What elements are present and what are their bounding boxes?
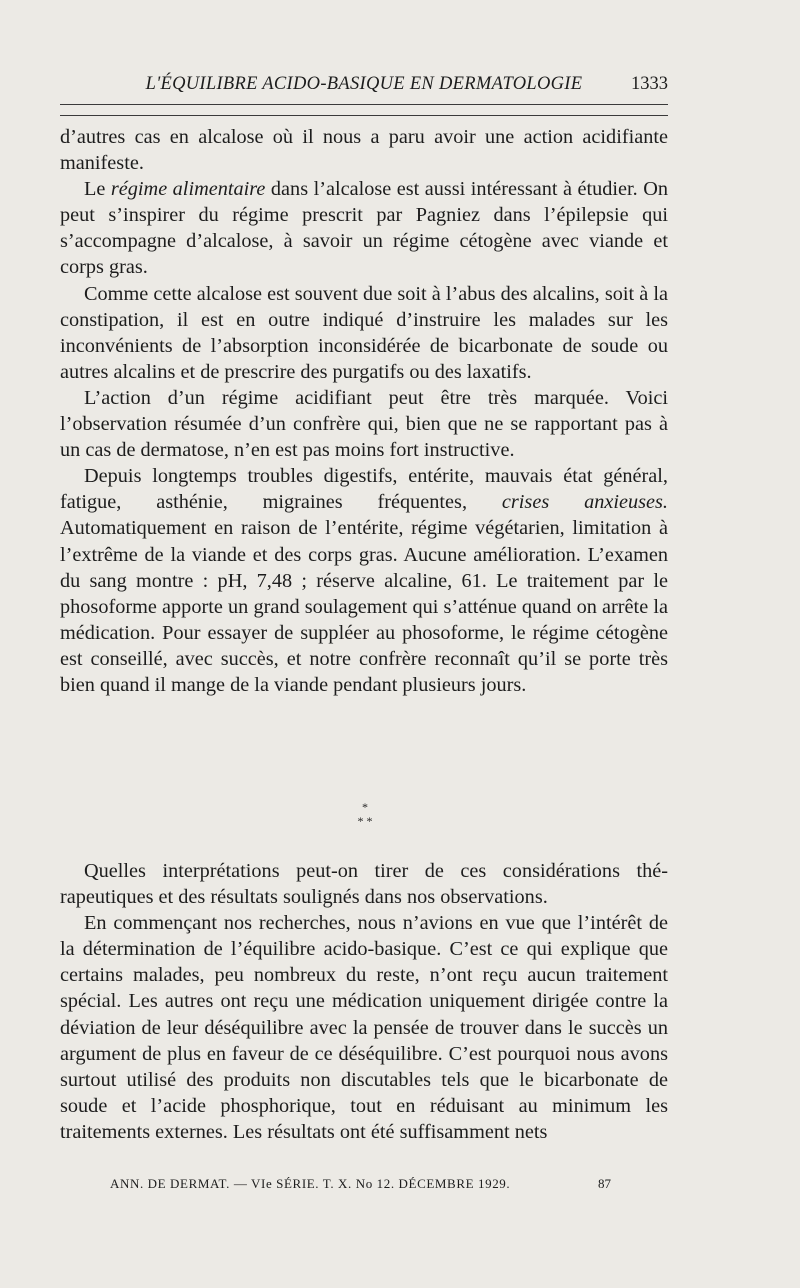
paragraph-regime xyxy=(60,176,668,280)
header-rule-bottom xyxy=(60,115,668,116)
paragraph-observation-emphasis: crises anxieuses. xyxy=(501,491,668,514)
body-text-section-1 xyxy=(60,124,668,698)
running-title: L'ÉQUILIBRE ACIDO-BASIQUE EN DERMATOLOGIE xyxy=(145,74,583,94)
separator-star-top: * xyxy=(362,800,368,814)
paragraph-regime-pre: Le xyxy=(84,178,111,201)
paragraph-interpretations: Quelles interprétations peut-on tirer de ces considérations thérapeutiques et des résultats soulignés dans nos observations. xyxy=(60,860,668,909)
paragraph-continuation: d’autres cas en alcalose où il nous a paru avoir une action acidifiante manifeste. xyxy=(60,126,668,175)
paragraph-regime-post: dans l’alcalose est aussi intéressant à étudier. On peut s’inspirer du régime prescrit par Pagniez dans l’épilepsie qui s’accompagne d’alcalose, à savoir un régime cétogène avec viande et corps gras. xyxy=(60,178,669,279)
separator-stars-bottom: * * xyxy=(357,814,373,828)
paragraph-action: L’action d’un régime acidifiant peut être très marquée. Voici l’observation résumée d’un confrère qui, bien que ne se rapportant pas à un cas de dermatose, n’en est pas moins fort instructive. xyxy=(60,386,668,462)
paragraph-regime-emphasis: régime alimentaire xyxy=(110,178,266,201)
footer-citation: ANN. DE DERMAT. — VIe SÉRIE. T. X. No 12. DÉCEMBRE 1929. xyxy=(110,1176,511,1191)
paragraph-recherches: En commençant nos recherches, nous n’avions en vue que l’intérêt de la détermination de l’équilibre acido-basique. C’est ce qui explique que certains malades, peu nombreux du reste, n’ont reçu aucun traitement spécial. Les autres ont reçu une médication uniquement dirigée contre la déviation de leur déséquilibre avec la pensée de trouver dans le succès un argument de plus en faveur de ce déséquilibre. C’est pourquoi nous avons surtout utilisé des produits non discutables tels que le bicarbonate de soude et l’acide phosphorique, tout en réduisant au minimum les traitements externes. Les résultats ont été suffisamment nets xyxy=(60,912,668,1143)
footer-sheet-number: 87 xyxy=(598,1176,611,1191)
page-number: 1333 xyxy=(631,74,668,94)
body-text-section-2 xyxy=(60,858,668,1145)
header-rule-top xyxy=(60,104,668,105)
paragraph-observation xyxy=(60,463,668,698)
section-separator xyxy=(330,800,400,828)
paragraph-observation-post: Automatiquement en raison de l’entérite, régime végétarien, limitation à l’extrême de la viande et des corps gras. Aucune amélioration. L’examen du sang montre : pH, 7,48 ; réserve alcaline, 61. Le traitement par le phosoforme apporte un grand soulagement qui s’atténue quand on arrête la médication. Pour essayer de suppléer au phosoforme, le régime cétogène est conseillé, avec succès, et notre confrère reconnaît qu’il se porte très bien quand il mange de la viande pendant plusieurs jours. xyxy=(60,517,668,696)
paragraph-alcalose: Comme cette alcalose est souvent due soit à l’abus des alcalins, soit à la constipation, il est en outre indiqué d’instruire les malades sur les inconvénients de l’absorption inconsidérée de bicarbonate de soude ou autres alcalins et de prescrire des purgatifs ou des laxatifs. xyxy=(60,282,668,383)
paragraph-observation-pre: Depuis longtemps troubles digestifs, entérite, mauvais état général, fatigue, asthénie, migraines fréquentes, xyxy=(60,465,668,514)
